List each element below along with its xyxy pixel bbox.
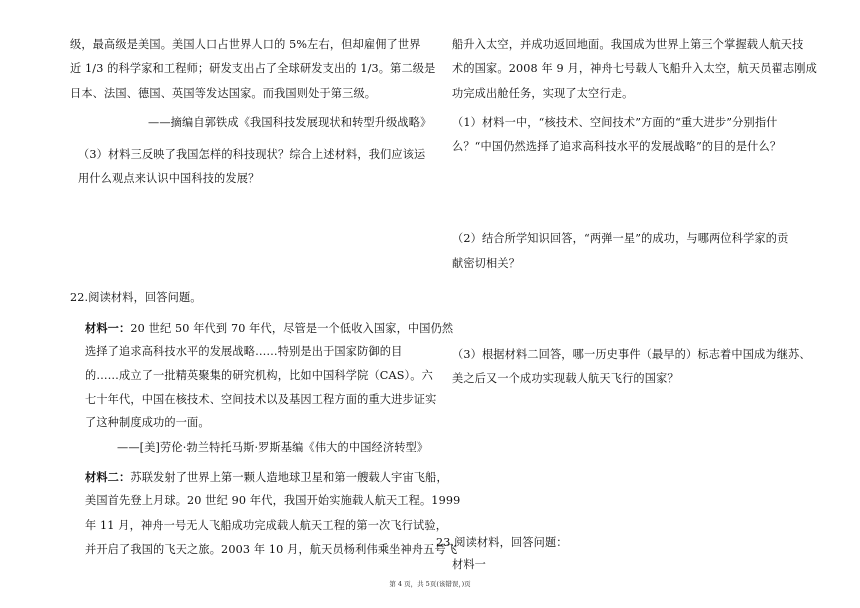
material-1-label: 材料一： — [85, 321, 131, 335]
material-2-line: 术的国家。2008 年 9 月，神舟七号载人飞船升入太空，航天员翟志刚成 — [452, 62, 817, 75]
source-citation: ——[美]劳伦·勃兰特托马斯·罗斯基编《伟大的中国经济转型》 — [117, 441, 429, 454]
material-2-line: 美国首先登上月球。20 世纪 90 年代，我国开始实施载人航天工程。1999 — [85, 494, 461, 507]
material-2-line — [85, 470, 448, 485]
material-2-line: 并开启了我国的飞天之旅。2003 年 10 月，航天员杨利伟乘坐神舟五号飞 — [85, 543, 458, 556]
text-line: 级，最高级是美国。美国人口占世界人口的 5%左右，但却雇佣了世界 — [70, 38, 421, 51]
question-23-title: 23.阅读材料，回答问题： — [436, 536, 568, 549]
question-3-line: （3）材料三反映了我国怎样的科技现状？综合上述材料，我们应该运 — [78, 148, 426, 161]
material-1-line: 七十年代，中国在核技术、空间技术以及基因工程方面的重大进步证实 — [85, 393, 437, 406]
question-23-material: 材料一 — [452, 558, 487, 571]
material-2-label: 材料二： — [85, 470, 131, 484]
question-3-line: 美之后又一个成功实现载人航天飞行的国家？ — [452, 372, 679, 385]
material-1-line: 选择了追求高科技水平的发展战略……特别是出于国家防御的目 — [85, 345, 403, 358]
text-line: 近 1/3 的科学家和工程师；研发支出占了全球研发支出的 1/3。第二级是 — [70, 62, 436, 75]
material-2-line: 功完成出舱任务，实现了太空行走。 — [452, 87, 634, 100]
material-2-line: 年 11 月，神舟一号无人飞船成功完成载人航天工程的第一次飞行试验， — [85, 519, 448, 532]
question-2-line: 献密切相关？ — [452, 257, 521, 270]
material-1-text: 20 世纪 50 年代到 70 年代，尽管是一个低收入国家，中国仍然 — [130, 322, 454, 335]
question-1-line: 么？“中国仍然选择了追求高科技水平的发展战略”的目的是什么？ — [452, 140, 782, 153]
question-3-line: 用什么观点来认识中国科技的发展？ — [78, 172, 260, 185]
material-2-line: 船升入太空，并成功返回地面。我国成为世界上第三个掌握载人航天技 — [452, 38, 804, 51]
material-1-line: 的……成立了一批精英聚集的研究机构，比如中国科学院（CAS）。六 — [85, 369, 433, 382]
material-1-line: 了这种制度成功的一面。 — [85, 416, 210, 429]
page-footer: 第 4 页，共 5页(该错误，)页 — [389, 580, 471, 588]
material-1-line — [85, 321, 453, 336]
material-2-text: 苏联发射了世界上第一颗人造地球卫星和第一艘载人宇宙飞船， — [130, 471, 448, 484]
text-line: 日本、法国、德国、英国等发达国家。而我国则处于第三级。 — [70, 87, 377, 100]
question-3-line: （3）根据材料二回答，哪一历史事件（最早的）标志着中国成为继苏、 — [452, 348, 811, 361]
question-22-title: 22.阅读材料，回答问题。 — [70, 291, 202, 304]
question-2-line: （2）结合所学知识回答，“两弹一星”的成功，与哪两位科学家的贡 — [452, 232, 789, 245]
question-1-line: （1）材料一中，“核技术、空间技术”方面的“重大进步”分别指什 — [452, 116, 778, 129]
source-citation: ——摘编自郭铁成《我国科技发展现状和转型升级战略》 — [148, 116, 432, 129]
